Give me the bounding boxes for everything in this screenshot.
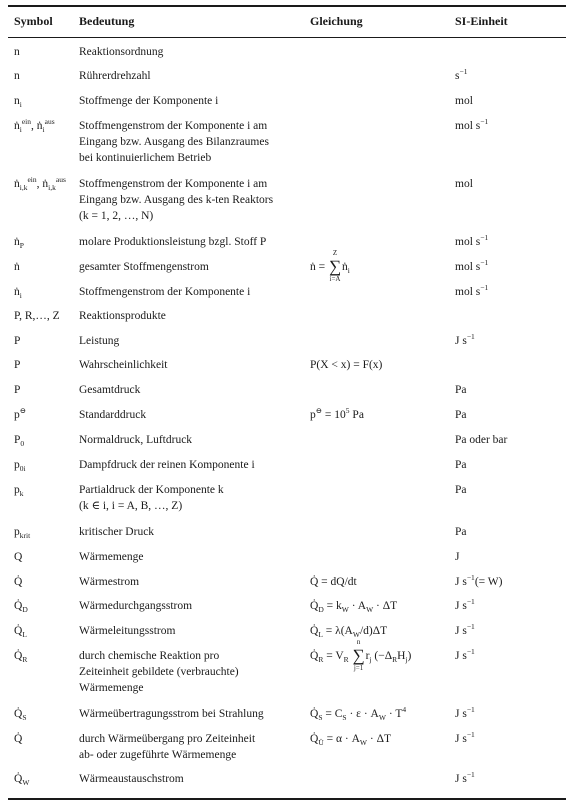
cell-unit: mol <box>455 95 473 107</box>
cell-meaning <box>79 382 140 398</box>
cell-meaning <box>79 118 269 166</box>
table-bottom-rule <box>8 798 566 800</box>
meaning-line: Stoffmenge der Komponente i <box>79 95 219 107</box>
cell-meaning <box>79 524 154 540</box>
cell-unit: mol $s^{-1}$ <box>455 258 489 273</box>
header-symbol: Symbol <box>14 14 53 28</box>
cell-equation: $Q̇_D = k_W \cdot A_W \cdot \Delta T$ <box>310 600 398 614</box>
meaning-line: Rührerdrehzahl <box>79 70 151 82</box>
meaning-line: Zeiteinheit gebildete (verbrauchte) <box>79 666 239 678</box>
meaning-line: gesamter Stoffmengenstrom <box>79 261 209 273</box>
cell-meaning <box>79 574 139 590</box>
cell-symbol: $Q̇_S$ <box>14 708 27 722</box>
cell-meaning <box>79 623 175 639</box>
table-top-rule <box>8 5 566 7</box>
cell-unit: J $s^{-1}$ <box>455 597 475 612</box>
cell-unit: J $s^{-1}$ <box>455 705 475 720</box>
cell-unit: J $s^{-1}(= W)$ <box>455 573 503 588</box>
cell-meaning <box>79 432 192 448</box>
cell-equation: $Q̇_L = \lambda(A_W/d)\Delta T$ <box>310 625 388 639</box>
cell-symbol: n <box>14 70 20 82</box>
cell-meaning <box>79 457 255 473</box>
cell-meaning <box>79 357 168 373</box>
meaning-line: (k ∈ i, i = A, B, …, Z) <box>79 500 183 512</box>
cell-unit: mol $s^{-1}$ <box>455 117 489 132</box>
cell-symbol: P <box>14 384 21 396</box>
meaning-line: Wärmedurchgangsstrom <box>79 600 193 612</box>
cell-symbol: P, R,…, Z <box>14 310 60 322</box>
cell-meaning <box>79 706 264 722</box>
cell-unit: J <box>455 551 460 563</box>
meaning-line: Gesamtdruck <box>79 384 141 396</box>
cell-unit: Pa <box>455 409 467 421</box>
meaning-line: Partialdruck der Komponente k <box>79 484 224 496</box>
cell-unit: $s^{-1}$ <box>455 67 468 82</box>
meaning-line: Normaldruck, Luftdruck <box>79 434 193 446</box>
meaning-line: Standarddruck <box>79 409 147 421</box>
meaning-line: Wärmemenge <box>79 682 144 694</box>
cell-equation: Q̇ = dQ/dt <box>310 576 357 588</box>
cell-symbol: P <box>14 335 21 347</box>
cell-symbol: $P_0$ <box>14 434 25 448</box>
cell-meaning <box>79 259 209 275</box>
cell-meaning <box>79 648 239 696</box>
cell-symbol: $Q̇_L$ <box>14 625 27 639</box>
cell-symbol: ṅ$_i$ <box>14 286 22 300</box>
cell-symbol: n <box>14 46 20 58</box>
cell-unit: Pa <box>455 484 467 496</box>
cell-unit: J $s^{-1}$ <box>455 730 475 745</box>
cell-meaning <box>79 407 146 423</box>
meaning-line: Wärmestrom <box>79 576 140 588</box>
cell-symbol: p⊖ <box>14 406 27 421</box>
meaning-line: Eingang bzw. Ausgang des Bilanzraumes <box>79 136 269 148</box>
cell-unit: J $s^{-1}$ <box>455 332 475 347</box>
meaning-line: Reaktionsprodukte <box>79 310 166 322</box>
meaning-line: Reaktionsordnung <box>79 46 164 58</box>
cell-equation: $Q̇_S = C_S \cdot \varepsilon \cdot A_W \cdot T^4$ <box>310 705 407 722</box>
cell-symbol: ṅ$_{i,k}^{ein}$, ṅ$_{i,k}^{aus}$ <box>14 175 66 192</box>
cell-unit: Pa <box>455 384 467 396</box>
cell-meaning <box>79 771 184 787</box>
meaning-line: Wärmemenge <box>79 551 144 563</box>
cell-meaning <box>79 482 224 514</box>
meaning-line: Stoffmengenstrom der Komponente i am <box>79 120 268 132</box>
meaning-line: ab- oder zugeführte Wärmemenge <box>79 749 237 761</box>
cell-meaning <box>79 68 151 84</box>
meaning-line: (k = 1, 2, …, N) <box>79 210 154 222</box>
cell-meaning <box>79 284 250 300</box>
table-header-rule <box>8 37 566 38</box>
header-meaning: Bedeutung <box>79 14 135 28</box>
meaning-line: Stoffmengenstrom der Komponente i am <box>79 178 268 190</box>
cell-meaning <box>79 598 192 614</box>
cell-unit: mol <box>455 178 473 190</box>
cell-symbol: Q̇ <box>14 576 23 588</box>
cell-meaning <box>79 234 266 250</box>
cell-symbol: P <box>14 359 21 371</box>
cell-meaning <box>79 176 273 224</box>
cell-unit: J $s^{-1}$ <box>455 770 475 785</box>
cell-symbol: $Q̇_W$ <box>14 773 30 787</box>
meaning-line: Leistung <box>79 335 120 347</box>
meaning-line: molare Produktionsleistung bzgl. Stoff P <box>79 236 267 248</box>
cell-unit: J $s^{-1}$ <box>455 622 475 637</box>
cell-unit: J $s^{-1}$ <box>455 647 475 662</box>
cell-unit: mol $s^{-1}$ <box>455 283 489 298</box>
cell-symbol: Q <box>14 551 23 563</box>
cell-symbol: ṅ$_i^{ein}$, ṅ$_i^{aus}$ <box>14 117 55 134</box>
cell-unit: mol $s^{-1}$ <box>455 233 489 248</box>
cell-symbol: $Q̇_D$ <box>14 600 28 614</box>
cell-unit: Pa <box>455 526 467 538</box>
meaning-line: Eingang bzw. Ausgang des k-ten Reaktors <box>79 194 274 206</box>
cell-symbol: $p_k$ <box>14 484 24 498</box>
meaning-line: Dampfdruck der reinen Komponente i <box>79 459 255 471</box>
meaning-line: Wärmeübertragungsstrom bei Strahlung <box>79 708 264 720</box>
cell-unit: Pa <box>455 459 467 471</box>
cell-equation: $Q̇_Ü = \alpha \cdot A_W \cdot \Delta T$ <box>310 733 391 747</box>
cell-symbol: ṅ <box>14 261 20 273</box>
cell-symbol: ṅ$_P$ <box>14 236 24 250</box>
cell-symbol: $Q̇_R$ <box>14 650 28 664</box>
header-unit: SI-Einheit <box>455 14 508 28</box>
meaning-line: durch Wärmeübergang pro Zeiteinheit <box>79 733 256 745</box>
cell-symbol: $n_i$ <box>14 95 22 109</box>
cell-unit: Pa oder bar <box>455 434 508 446</box>
cell-symbol: $p_{krit}$ <box>14 526 31 540</box>
cell-meaning <box>79 549 144 565</box>
cell-meaning <box>79 731 255 763</box>
cell-meaning <box>79 93 218 109</box>
meaning-line: bei kontinuierlichem Betrieb <box>79 152 212 164</box>
cell-meaning <box>79 308 166 324</box>
header-equation: Gleichung <box>310 14 363 28</box>
meaning-line: Wärmeleitungsstrom <box>79 625 176 637</box>
meaning-line: Wärmeaustauschstrom <box>79 773 184 785</box>
cell-meaning <box>79 333 119 349</box>
meaning-line: Stoffmengenstrom der Komponente i <box>79 286 251 298</box>
cell-equation: $p^⊖ = 10^5$ Pa <box>310 406 364 421</box>
cell-symbol: Q̇ <box>14 733 23 745</box>
cell-equation: $Q̇_R = V_R$ n ∑ j=1 $r_j$ $(-\Delta_RH_j)$ <box>310 638 412 672</box>
meaning-line: durch chemische Reaktion pro <box>79 650 220 662</box>
cell-meaning <box>79 44 163 60</box>
cell-equation: ṅ = Z ∑ i=A ṅ$_i$ <box>310 249 350 283</box>
meaning-line: Wahrscheinlichkeit <box>79 359 168 371</box>
cell-equation: P(X < x) = F(x) <box>310 359 383 371</box>
meaning-line: kritischer Druck <box>79 526 155 538</box>
cell-symbol: $p_{0i}$ <box>14 459 26 473</box>
